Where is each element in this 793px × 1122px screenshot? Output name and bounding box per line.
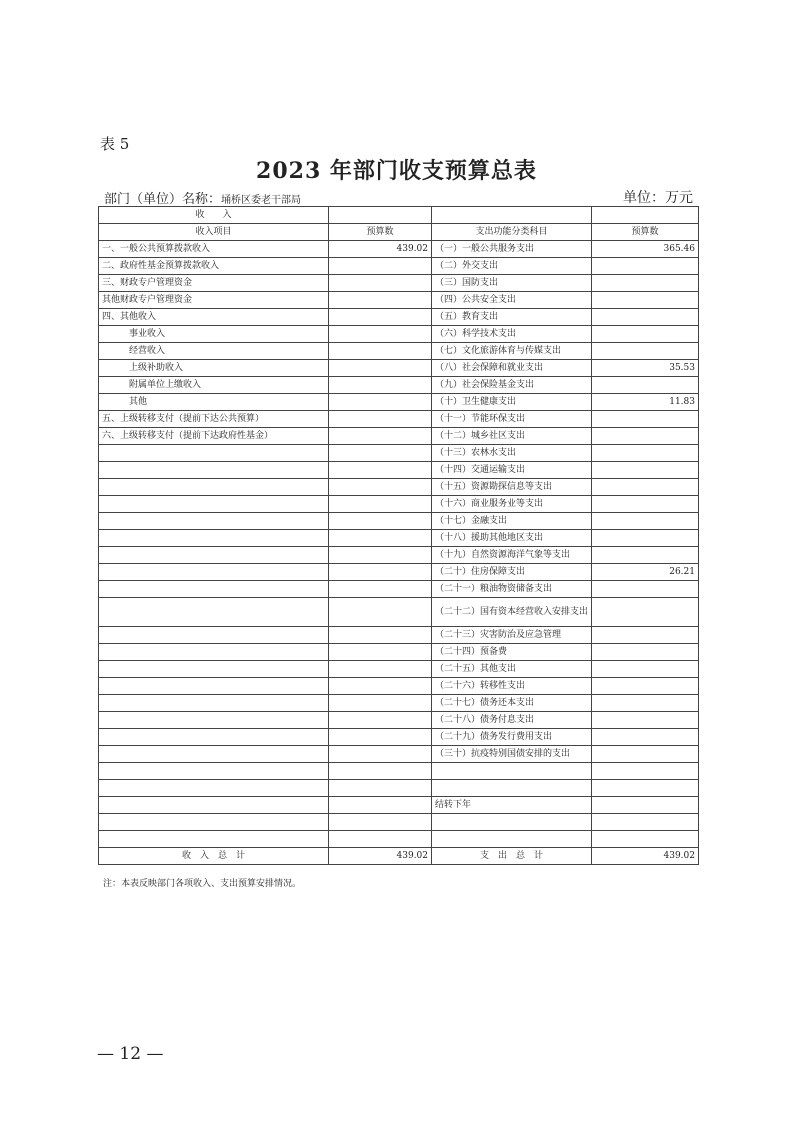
income-value-cell — [329, 712, 432, 729]
unit-label: 单位：万元 — [623, 190, 693, 206]
expense-item-cell: （十一）节能环保支出 — [432, 411, 592, 428]
income-item-header: 收入项目 — [99, 224, 329, 241]
expense-value-cell — [592, 496, 699, 513]
income-value-cell — [329, 411, 432, 428]
income-value-cell — [329, 275, 432, 292]
expense-value-cell — [592, 428, 699, 445]
expense-item-cell: （二十六）转移性支出 — [432, 678, 592, 695]
total-row — [99, 848, 699, 865]
footnote: 注：本表反映部门各项收入、支出预算安排情况。 — [103, 879, 302, 889]
income-value-cell — [329, 377, 432, 394]
expense-value-cell — [592, 678, 699, 695]
income-item-cell: 二、政府性基金预算拨款收入 — [99, 258, 329, 275]
income-value-cell — [329, 746, 432, 763]
income-value-cell — [329, 343, 432, 360]
income-value-cell — [329, 763, 432, 780]
budget-table — [98, 206, 699, 865]
income-budget-header: 预算数 — [329, 224, 432, 241]
table-row — [99, 678, 699, 695]
expense-item-cell: （十六）商业服务业等支出 — [432, 496, 592, 513]
table-row — [99, 258, 699, 275]
table-row — [99, 598, 699, 627]
department-name: 埇桥区委老干部局 — [221, 195, 302, 206]
table-row — [99, 360, 699, 377]
income-value-cell — [329, 678, 432, 695]
table-row — [99, 377, 699, 394]
expense-item-cell — [432, 814, 592, 831]
table-row — [99, 763, 699, 780]
expense-value-cell — [592, 411, 699, 428]
income-item-cell: 其他财政专户管理资金 — [99, 292, 329, 309]
table-row — [99, 309, 699, 326]
income-item-cell — [99, 797, 329, 814]
income-item-cell: 四、其他收入 — [99, 309, 329, 326]
income-value-cell — [329, 394, 432, 411]
expense-value-cell — [592, 292, 699, 309]
expense-value-cell — [592, 763, 699, 780]
expense-item-cell: （十四）交通运输支出 — [432, 462, 592, 479]
income-header: 收 入 — [99, 207, 329, 224]
income-value-cell — [329, 729, 432, 746]
header-blank-cell — [592, 207, 699, 224]
expense-item-cell: （十九）自然资源海洋气象等支出 — [432, 547, 592, 564]
header-row — [99, 224, 699, 241]
income-value-cell — [329, 462, 432, 479]
income-item-cell — [99, 780, 329, 797]
table-row — [99, 627, 699, 644]
table-row — [99, 746, 699, 763]
income-value-cell — [329, 627, 432, 644]
income-item-cell — [99, 564, 329, 581]
expense-value-cell: 35.53 — [592, 360, 699, 377]
expense-value-cell — [592, 343, 699, 360]
table-row — [99, 428, 699, 445]
expense-value-cell — [592, 326, 699, 343]
expense-item-cell: （六）科学技术支出 — [432, 326, 592, 343]
income-value-cell — [329, 814, 432, 831]
header-blank-cell — [432, 207, 592, 224]
income-item-cell — [99, 462, 329, 479]
table-row — [99, 411, 699, 428]
income-value-cell — [329, 564, 432, 581]
table-row — [99, 513, 699, 530]
expense-item-cell — [432, 763, 592, 780]
expense-value-cell — [592, 729, 699, 746]
expense-value-cell: 11.83 — [592, 394, 699, 411]
expense-item-cell: （四）公共安全支出 — [432, 292, 592, 309]
income-value-cell — [329, 513, 432, 530]
page-number: — 12 — — [97, 1044, 164, 1064]
expense-value-cell — [592, 309, 699, 326]
table-row — [99, 292, 699, 309]
table-row — [99, 780, 699, 797]
department-label: 部门（单位）名称： — [104, 192, 222, 207]
income-value-cell — [329, 547, 432, 564]
expense-value-cell — [592, 661, 699, 678]
income-item-cell — [99, 661, 329, 678]
expense-value-cell — [592, 712, 699, 729]
table-row — [99, 797, 699, 814]
expense-item-cell: （二十二）国有资本经营收入安排支出 — [432, 598, 592, 627]
expense-value-cell — [592, 581, 699, 598]
income-value-cell — [329, 445, 432, 462]
income-item-cell — [99, 496, 329, 513]
expense-item-cell — [432, 780, 592, 797]
expense-item-cell: （十三）农林水支出 — [432, 445, 592, 462]
income-item-cell: 三、财政专户管理资金 — [99, 275, 329, 292]
income-item-cell — [99, 479, 329, 496]
table-row — [99, 326, 699, 343]
expense-value-cell — [592, 797, 699, 814]
expense-value-cell — [592, 598, 699, 627]
expense-value-cell — [592, 831, 699, 848]
income-value-cell — [329, 581, 432, 598]
income-item-cell — [99, 644, 329, 661]
income-item-cell: 六、上级转移支付（提前下达政府性基金） — [99, 428, 329, 445]
expense-value-cell — [592, 780, 699, 797]
income-item-cell — [99, 729, 329, 746]
income-item-cell — [99, 445, 329, 462]
expense-value-cell — [592, 547, 699, 564]
expense-item-header: 支出功能分类科目 — [432, 224, 592, 241]
table-row — [99, 712, 699, 729]
table-row — [99, 462, 699, 479]
income-item-cell — [99, 763, 329, 780]
header-blank-cell — [329, 207, 432, 224]
income-item-cell: 一、一般公共预算拨款收入 — [99, 241, 329, 258]
income-value-cell — [329, 479, 432, 496]
expense-item-cell: 结转下年 — [432, 797, 592, 814]
income-item-cell: 经营收入 — [99, 343, 329, 360]
expense-item-cell: （五）教育支出 — [432, 309, 592, 326]
expense-item-cell: （二）外交支出 — [432, 258, 592, 275]
expense-value-cell — [592, 530, 699, 547]
expense-item-cell: （二十四）预备费 — [432, 644, 592, 661]
income-item-cell — [99, 547, 329, 564]
income-value-cell: 439.02 — [329, 241, 432, 258]
expense-value-cell — [592, 462, 699, 479]
table-row — [99, 343, 699, 360]
income-item-cell — [99, 746, 329, 763]
income-value-cell — [329, 598, 432, 627]
expense-value-cell — [592, 479, 699, 496]
expense-item-cell: （十五）资源勘探信息等支出 — [432, 479, 592, 496]
income-item-cell — [99, 581, 329, 598]
income-item-cell — [99, 831, 329, 848]
table-number: 表 5 — [100, 135, 130, 153]
total-income-value: 439.02 — [329, 848, 432, 865]
income-item-cell — [99, 530, 329, 547]
department-line — [104, 188, 301, 207]
expense-value-cell: 26.21 — [592, 564, 699, 581]
table-row — [99, 695, 699, 712]
expense-item-cell: （三十）抗疫特别国债安排的支出 — [432, 746, 592, 763]
expense-value-cell — [592, 275, 699, 292]
income-item-cell: 上级补助收入 — [99, 360, 329, 377]
expense-item-cell: （九）社会保险基金支出 — [432, 377, 592, 394]
table-row — [99, 814, 699, 831]
income-value-cell — [329, 661, 432, 678]
expense-item-cell — [432, 831, 592, 848]
income-item-cell: 事业收入 — [99, 326, 329, 343]
income-value-cell — [329, 831, 432, 848]
income-value-cell — [329, 695, 432, 712]
table-row — [99, 564, 699, 581]
expense-item-cell: （二十三）灾害防治及应急管理 — [432, 627, 592, 644]
total-expense-label: 支 出 总 计 — [432, 848, 592, 865]
income-value-cell — [329, 258, 432, 275]
income-item-cell — [99, 695, 329, 712]
income-value-cell — [329, 780, 432, 797]
expense-item-cell: （十）卫生健康支出 — [432, 394, 592, 411]
expense-value-cell — [592, 695, 699, 712]
income-item-cell: 其他 — [99, 394, 329, 411]
expense-value-cell — [592, 377, 699, 394]
expense-item-cell: （二十）住房保障支出 — [432, 564, 592, 581]
expense-item-cell: （八）社会保障和就业支出 — [432, 360, 592, 377]
income-item-cell — [99, 513, 329, 530]
income-item-cell — [99, 678, 329, 695]
expense-value-cell — [592, 814, 699, 831]
income-item-cell: 附属单位上缴收入 — [99, 377, 329, 394]
table-row — [99, 661, 699, 678]
income-value-cell — [329, 292, 432, 309]
table-row — [99, 530, 699, 547]
table-row — [99, 445, 699, 462]
income-item-cell: 五、上级转移支付（提前下达公共预算） — [99, 411, 329, 428]
table-row — [99, 729, 699, 746]
page-title: 2023 年部门收支预算总表 — [256, 158, 537, 184]
total-expense-value: 439.02 — [592, 848, 699, 865]
table-row — [99, 241, 699, 258]
expense-item-cell: （十七）金融支出 — [432, 513, 592, 530]
expense-item-cell: （七）文化旅游体育与传媒支出 — [432, 343, 592, 360]
table-row — [99, 644, 699, 661]
expense-value-cell: 365.46 — [592, 241, 699, 258]
income-value-cell — [329, 326, 432, 343]
expense-value-cell — [592, 644, 699, 661]
income-value-cell — [329, 530, 432, 547]
table-row — [99, 547, 699, 564]
expense-item-cell: （一）一般公共服务支出 — [432, 241, 592, 258]
expense-value-cell — [592, 627, 699, 644]
income-item-cell — [99, 814, 329, 831]
income-item-cell — [99, 598, 329, 627]
expense-item-cell: （二十五）其他支出 — [432, 661, 592, 678]
income-value-cell — [329, 644, 432, 661]
income-value-cell — [329, 360, 432, 377]
expense-budget-header: 预算数 — [592, 224, 699, 241]
expense-item-cell: （十二）城乡社区支出 — [432, 428, 592, 445]
table-row — [99, 479, 699, 496]
expense-value-cell — [592, 258, 699, 275]
expense-item-cell: （二十七）债务还本支出 — [432, 695, 592, 712]
table-row — [99, 581, 699, 598]
expense-item-cell: （二十九）债务发行费用支出 — [432, 729, 592, 746]
income-value-cell — [329, 496, 432, 513]
income-value-cell — [329, 309, 432, 326]
income-item-cell — [99, 712, 329, 729]
expense-item-cell: （十八）援助其他地区支出 — [432, 530, 592, 547]
expense-value-cell — [592, 746, 699, 763]
income-item-cell — [99, 627, 329, 644]
table-row — [99, 275, 699, 292]
income-value-cell — [329, 428, 432, 445]
expense-value-cell — [592, 445, 699, 462]
header-row-top — [99, 207, 699, 224]
table-row — [99, 496, 699, 513]
expense-item-cell: （二十一）粮油物资储备支出 — [432, 581, 592, 598]
expense-item-cell: （二十八）债务付息支出 — [432, 712, 592, 729]
expense-value-cell — [592, 513, 699, 530]
table-row — [99, 831, 699, 848]
total-income-label: 收 入 总 计 — [99, 848, 329, 865]
table-row — [99, 394, 699, 411]
expense-item-cell: （三）国防支出 — [432, 275, 592, 292]
income-value-cell — [329, 797, 432, 814]
